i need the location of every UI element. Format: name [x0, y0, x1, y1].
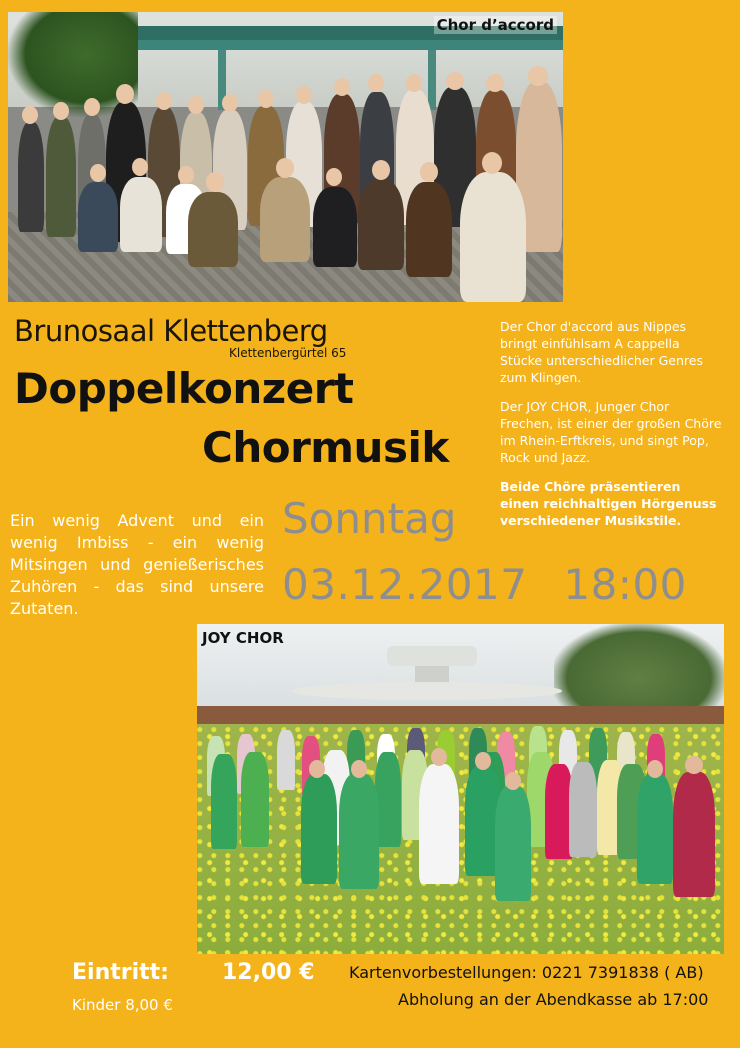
choir-photo-chor-daccord [8, 12, 563, 302]
ticket-presale-info: Kartenvorbestellungen: 0221 7391838 ( AB) [349, 963, 704, 982]
event-time: 18:00 [563, 560, 687, 609]
photo-caption-joy-chor: JOY CHOR [202, 629, 284, 647]
intro-text: Ein wenig Advent und ein wenig Imbiss - ein wenig Mitsingen und genießerisches Zuhören - das sind unsere Zutaten. [10, 511, 264, 618]
price-label: Eintritt: [72, 960, 169, 985]
photo-crowd [8, 72, 563, 302]
photo-pavilion-roof [292, 682, 562, 700]
event-date: 03.12.2017 [282, 560, 528, 609]
photo-trees [554, 624, 724, 714]
event-day: Sonntag [282, 494, 457, 543]
headline-title: Doppelkonzert [14, 364, 354, 413]
choir-photo-joy-chor [197, 624, 724, 954]
kids-price: Kinder 8,00 € [72, 996, 173, 1014]
price-value: 12,00 € [222, 960, 315, 985]
description-joy-chor: Der JOY CHOR, Junger Chor Frechen, ist einer der großen Chöre im Rhein-Erftkreis, und singt Pop, Rock und Jazz. [500, 399, 722, 465]
photo-tower-top [387, 646, 477, 666]
venue-address: Klettenbergürtel 65 [229, 346, 347, 360]
headline-subtitle: Chormusik [202, 423, 449, 472]
description-both-choirs: Beide Chöre präsentieren einen reichhaltigen Hörgenuss verschiedener Musikstile. [500, 479, 717, 528]
choir-descriptions [500, 318, 722, 541]
venue-name: Brunosaal Klettenberg [14, 314, 328, 348]
event-datetime [282, 560, 687, 609]
photo-bridge-rail [68, 40, 563, 50]
box-office-info: Abholung an der Abendkasse ab 17:00 [398, 990, 709, 1009]
description-chor-daccord: Der Chor d'accord aus Nippes bringt einfühlsam A cappella Stücke unterschiedlicher Genres zum Klingen. [500, 319, 703, 385]
photo-caption-chor-daccord: Chor d’accord [434, 16, 557, 34]
